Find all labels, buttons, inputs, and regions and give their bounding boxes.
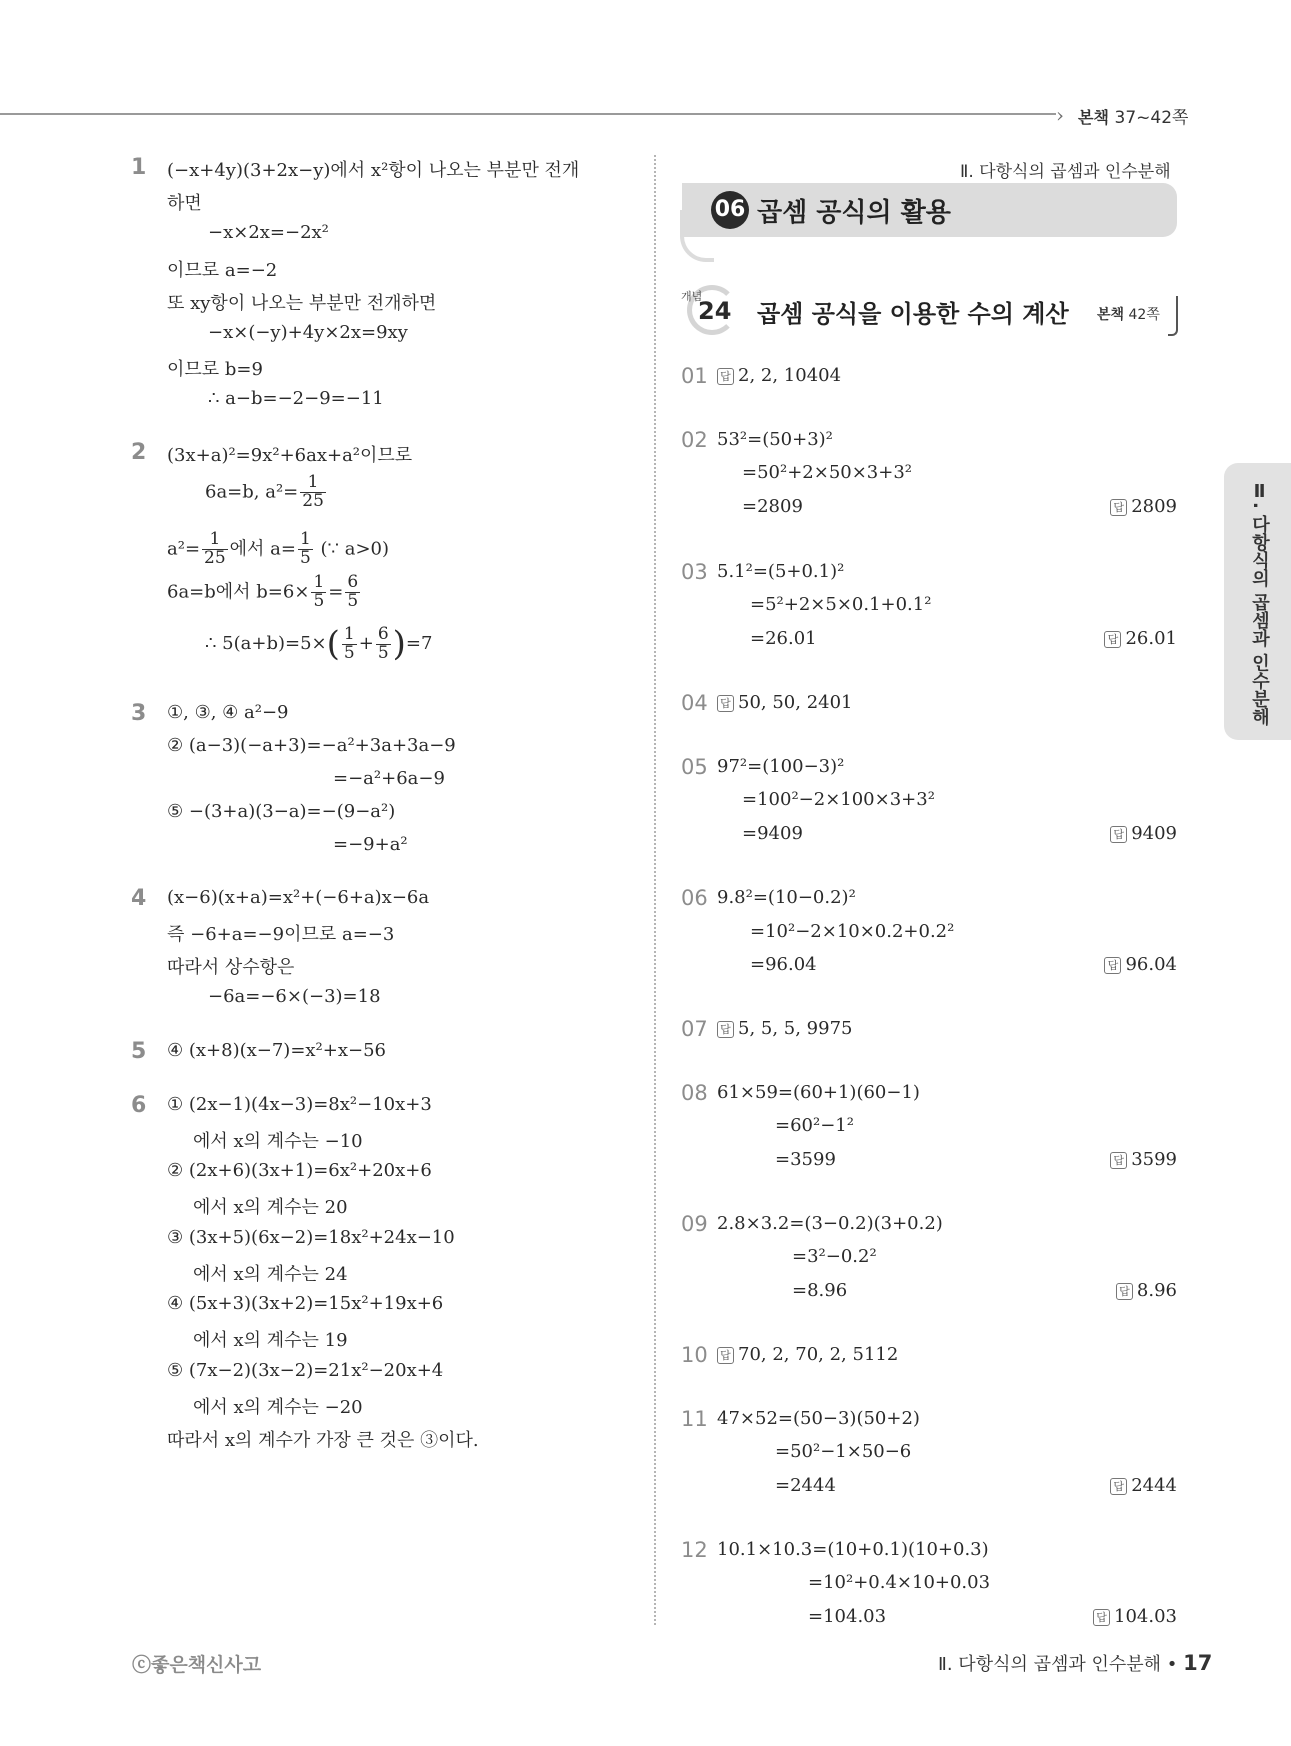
solution-line: ∴ a−b=−2−9=−11	[208, 388, 384, 409]
answer-inline	[717, 1018, 853, 1039]
expression-text: 6a=b에서 b=6×	[167, 581, 310, 603]
problem-number: 02	[681, 428, 708, 452]
answer-value: 2444	[1131, 1475, 1177, 1496]
concept-page-reference	[1097, 304, 1160, 324]
fraction	[376, 623, 391, 663]
solution-line: 에서 x의 계수는 20	[193, 1197, 348, 1218]
answer-icon: 답	[1104, 631, 1121, 648]
solution-line: =9409	[742, 823, 803, 844]
solution-line: =−a²+6a−9	[333, 768, 445, 789]
numerator: 1	[313, 572, 325, 592]
answer-right	[1055, 823, 1177, 844]
answer-inline	[717, 692, 853, 713]
expression-text: 6a=b, a²=	[205, 481, 299, 503]
denominator: 25	[302, 490, 324, 511]
answer-icon: 답	[717, 368, 734, 385]
section-number-badge: 06	[711, 191, 749, 229]
solution-line: 즉 −6+a=−9이므로 a=−3	[167, 924, 395, 945]
solution-line: ④ (5x+3)(3x+2)=15x²+19x+6	[167, 1293, 444, 1314]
answer-value: 96.04	[1125, 954, 1177, 975]
problem-number: 1	[131, 155, 147, 180]
solution-line: =2444	[775, 1475, 836, 1496]
solution-line: 이므로 b=9	[167, 359, 263, 380]
solution-line: −x×2x=−2x²	[208, 222, 329, 243]
answer-right	[1055, 628, 1177, 649]
answer-icon: 답	[1104, 957, 1121, 974]
solution-line: 에서 x의 계수는 −10	[193, 1131, 363, 1152]
answer-right	[1035, 1606, 1177, 1627]
solution-line: =3599	[775, 1149, 836, 1170]
problem-number: 04	[681, 691, 708, 715]
chevron-right-icon: ›	[1056, 103, 1064, 127]
answer-icon: 답	[1110, 1152, 1127, 1169]
answer-value: 5, 5, 5, 9975	[738, 1018, 853, 1039]
solution-line: 따라서 상수항은	[167, 957, 295, 978]
expression-text: =	[328, 581, 344, 603]
publisher-logo: ⓒ좋은책신사고	[132, 1654, 262, 1676]
denominator: 5	[347, 590, 359, 611]
problem-number: 10	[681, 1343, 708, 1367]
answer-icon: 답	[1110, 826, 1127, 843]
expression-text: (∵ a>0)	[314, 538, 390, 560]
fraction	[300, 474, 326, 511]
solution-line: =104.03	[808, 1606, 887, 1627]
denominator: 5	[313, 590, 325, 611]
solution-line: ② (a−3)(−a+3)=−a²+3a+3a−9	[167, 735, 456, 756]
book-page-reference	[1078, 103, 1188, 128]
solution-line: 47×52=(50−3)(50+2)	[717, 1408, 920, 1429]
solution-line: 2.8×3.2=(3−0.2)(3+0.2)	[717, 1213, 943, 1234]
problem-number: 08	[681, 1081, 708, 1105]
solution-line: 97²=(100−3)²	[717, 756, 845, 777]
problem-number: 11	[681, 1407, 708, 1431]
answer-value: 3599	[1131, 1149, 1177, 1170]
solution-line: =2809	[742, 496, 803, 517]
fraction	[311, 574, 326, 611]
problem-number: 05	[681, 755, 708, 779]
solution-line: (x−6)(x+a)=x²+(−6+a)x−6a	[167, 887, 430, 908]
solution-line: =8.96	[792, 1280, 848, 1301]
answer-right	[1055, 496, 1177, 517]
denominator: 25	[204, 547, 226, 568]
concept-label: 개념	[681, 290, 703, 303]
section-title: 곱셈 공식의 활용	[757, 198, 951, 228]
answer-right	[1055, 1149, 1177, 1170]
solution-line: −6a=−6×(−3)=18	[208, 986, 381, 1007]
problem-number: 3	[131, 701, 147, 726]
numerator: 1	[202, 531, 228, 550]
expression-text: =7	[405, 633, 433, 654]
problem-number: 5	[131, 1039, 147, 1064]
solution-line: =96.04	[750, 954, 817, 975]
solution-line: 에서 x의 계수는 19	[193, 1330, 348, 1351]
numerator: 6	[347, 572, 359, 592]
footer-chapter: Ⅱ. 다항식의 곱셈과 인수분해	[938, 1654, 1162, 1675]
solution-line: 61×59=(60+1)(60−1)	[717, 1082, 920, 1103]
solution-line: ①, ③, ④ a²−9	[167, 702, 289, 723]
answer-icon: 답	[717, 695, 734, 712]
solution-line	[205, 624, 432, 664]
problem-number: 06	[681, 886, 708, 910]
answer-value: 9409	[1131, 823, 1177, 844]
solution-line: 10.1×10.3=(10+0.1)(10+0.3)	[717, 1539, 989, 1560]
solution-line: =100²−2×100×3+3²	[742, 789, 935, 810]
solution-line: 에서 x의 계수는 24	[193, 1264, 348, 1285]
expression-text: ∴ 5(a+b)=5×	[205, 633, 327, 654]
concept-bracket	[1168, 296, 1178, 336]
answer-right	[1055, 954, 1177, 975]
answer-icon: 답	[1110, 1478, 1127, 1495]
column-divider	[654, 155, 656, 1625]
concept-title: 곱셈 공식을 이용한 수의 계산	[757, 300, 1069, 328]
solution-line: (3x+a)²=9x²+6ax+a²이므로	[167, 445, 413, 466]
solution-line: ① (2x−1)(4x−3)=8x²−10x+3	[167, 1094, 432, 1115]
answer-value: 50, 50, 2401	[738, 692, 853, 713]
header-rule	[0, 113, 1056, 115]
solution-line: 53²=(50+3)²	[717, 429, 833, 450]
numerator: 1	[343, 623, 355, 644]
large-paren: )	[392, 624, 406, 664]
solution-line: 또 xy항이 나오는 부분만 전개하면	[167, 293, 437, 314]
solution-line: 따라서 x의 계수가 가장 큰 것은 ③이다.	[167, 1430, 479, 1451]
fraction	[345, 574, 360, 611]
large-paren: (	[326, 624, 340, 664]
denominator: 5	[299, 547, 311, 568]
solution-line: ③ (3x+5)(6x−2)=18x²+24x−10	[167, 1227, 455, 1248]
solution-line: =60²−1²	[775, 1115, 854, 1136]
solution-line: −x×(−y)+4y×2x=9xy	[208, 322, 408, 343]
solution-line: =50²+2×50×3+3²	[742, 462, 913, 483]
solution-line: =−9+a²	[333, 834, 408, 855]
footer-bullet: •	[1166, 1654, 1178, 1675]
answer-value: 104.03	[1114, 1606, 1177, 1627]
solution-line	[167, 574, 362, 611]
expression-text: 에서 a=	[229, 538, 296, 560]
fraction	[342, 623, 357, 663]
problem-number: 03	[681, 560, 708, 584]
solution-line: (−x+4y)(3+2x−y)에서 x²항이 나오는 부분만 전개	[167, 160, 580, 181]
answer-inline	[717, 1344, 898, 1365]
fraction	[202, 531, 228, 568]
fraction	[298, 531, 313, 568]
problem-number: 2	[131, 440, 147, 465]
expression-text: a²=	[167, 538, 201, 560]
solution-line: =50²−1×50−6	[775, 1441, 912, 1462]
solution-line: =10²+0.4×10+0.03	[808, 1572, 991, 1593]
answer-value: 2, 2, 10404	[738, 365, 842, 386]
solution-line: 이므로 a=−2	[167, 260, 278, 281]
problem-number: 4	[131, 886, 147, 911]
problem-number: 12	[681, 1538, 708, 1562]
concept-number: 24	[698, 297, 732, 325]
numerator: 1	[300, 474, 326, 493]
book-ref-pages: 37~42쪽	[1114, 108, 1189, 128]
answer-value: 70, 2, 70, 2, 5112	[738, 1344, 899, 1365]
solution-line: ⑤ (7x−2)(3x−2)=21x²−20x+4	[167, 1360, 444, 1381]
answer-icon: 답	[1093, 1609, 1110, 1626]
denominator: 5	[343, 642, 355, 663]
answer-right	[1055, 1475, 1177, 1496]
solution-line: ② (2x+6)(3x+1)=6x²+20x+6	[167, 1160, 432, 1181]
page-number: 17	[1183, 1651, 1213, 1675]
solution-line: 하면	[167, 193, 202, 214]
solution-line: 5.1²=(5+0.1)²	[717, 561, 845, 582]
solution-line: =26.01	[750, 628, 817, 649]
solution-line: ⑤ −(3+a)(3−a)=−(9−a²)	[167, 801, 396, 822]
solution-line: =5²+2×5×0.1+0.1²	[750, 594, 932, 615]
solution-line: =3²−0.2²	[792, 1246, 877, 1267]
answer-icon: 답	[1110, 499, 1127, 516]
numerator: 1	[299, 529, 311, 549]
solution-line	[167, 531, 389, 568]
side-tab-label: Ⅱ. 다항식의 곱셈과 인수분해	[1249, 481, 1270, 726]
solution-line: ④ (x+8)(x−7)=x²+x−56	[167, 1040, 386, 1061]
denominator: 5	[377, 642, 389, 663]
problem-number: 01	[681, 364, 708, 388]
solution-line	[205, 474, 328, 511]
solution-line: 에서 x의 계수는 −20	[193, 1397, 363, 1418]
answer-icon: 답	[1116, 1283, 1133, 1300]
answer-value: 8.96	[1136, 1280, 1177, 1301]
footer-chapter-page	[938, 1650, 1212, 1676]
chapter-side-tab	[1224, 463, 1291, 740]
answer-value: 26.01	[1125, 628, 1177, 649]
problem-number: 07	[681, 1017, 708, 1041]
solution-line: =10²−2×10×0.2+0.2²	[750, 921, 955, 942]
answer-icon: 답	[717, 1021, 734, 1038]
problem-number: 09	[681, 1212, 708, 1236]
answer-right	[1055, 1280, 1177, 1301]
concept-ref-page: 42쪽	[1128, 307, 1160, 323]
answer-icon: 답	[717, 1347, 734, 1364]
answer-value: 2809	[1131, 496, 1177, 517]
answer-inline	[717, 365, 841, 386]
section-subtitle: Ⅱ. 다항식의 곱셈과 인수분해	[960, 162, 1171, 182]
problem-number: 6	[131, 1093, 147, 1118]
expression-text: +	[358, 633, 374, 654]
book-ref-label: 본책	[1078, 108, 1109, 127]
concept-ref-label: 본책	[1097, 307, 1125, 323]
solution-line: 9.8²=(10−0.2)²	[717, 887, 856, 908]
numerator: 6	[377, 623, 389, 644]
